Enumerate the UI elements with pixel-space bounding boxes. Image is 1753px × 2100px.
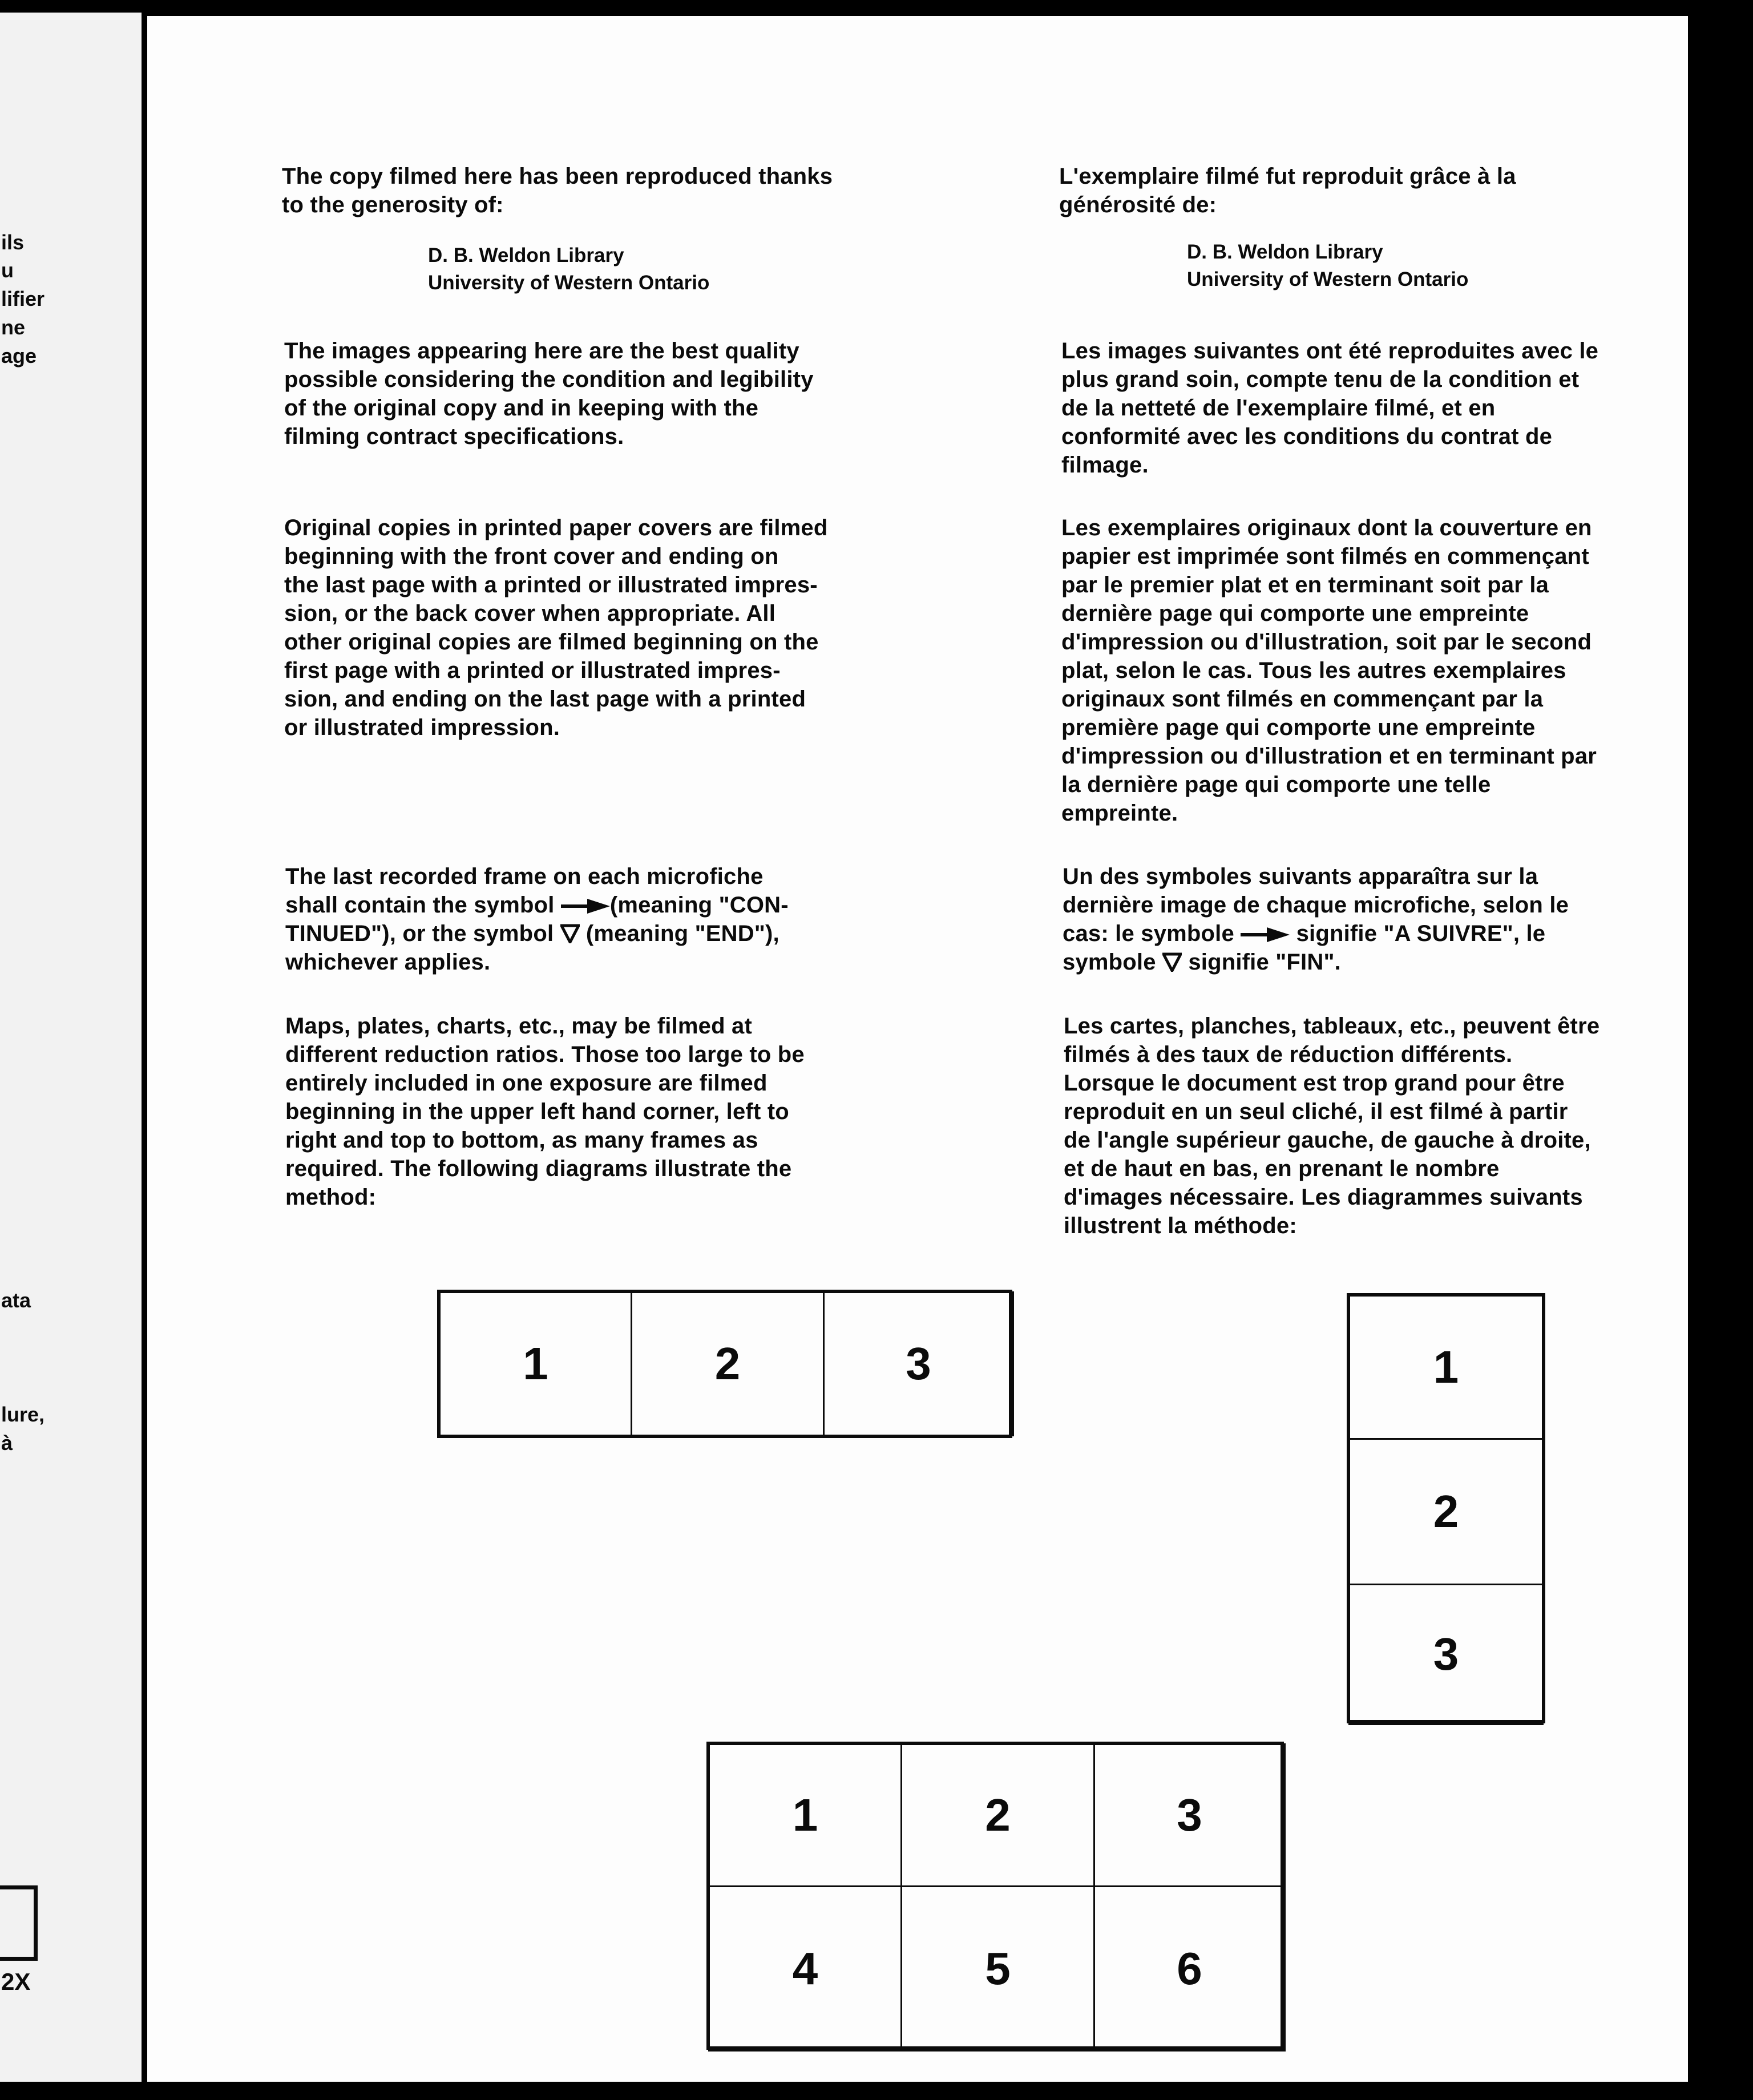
english-originals-note: Original copies in printed paper covers are filmed beginning with the front cover and ending on the last page with a printed or illustrated impres- sion, or the back cover when appropriate. All other original copies are filmed beginning on the first page with a printed or illustrated impres- sion, and ending on the last page with a printed or illustrated impression. bbox=[284, 515, 828, 740]
frame-cell: 1 bbox=[1348, 1295, 1544, 1440]
symbols-text-part: (meaning "CON- TINUED"), or the symbol bbox=[285, 892, 789, 946]
frame-cell: 4 bbox=[708, 1885, 902, 2051]
frame-cell: 2 bbox=[1348, 1438, 1544, 1585]
grid-frame-diagram bbox=[706, 1742, 1284, 2050]
bottom-scan-border bbox=[0, 2082, 1753, 2100]
frame-cell: 1 bbox=[439, 1291, 632, 1436]
frame-cell: 6 bbox=[1093, 1885, 1286, 2051]
french-quality-note: Les images suivantes ont été reproduites avec le plus grand soin, compte tenu de la condition et de la netteté de l'exemplaire filmé, et en conformité avec les conditions du contrat de filmage. bbox=[1061, 338, 1599, 478]
english-library-name: D. B. Weldon Library University of Western Ontario bbox=[428, 244, 710, 294]
frame-cell: 2 bbox=[900, 1743, 1095, 1887]
cut-text-fragment: à bbox=[1, 1431, 13, 1455]
symbols-text-part: signifie "FIN". bbox=[1182, 950, 1341, 975]
previous-page-edge bbox=[0, 13, 142, 2082]
frame-cell: 3 bbox=[1348, 1584, 1544, 1725]
reduction-ratio-label: 2X bbox=[1, 1968, 31, 1995]
cut-text-fragment: ils bbox=[1, 231, 25, 254]
english-symbols-note bbox=[285, 862, 789, 976]
frame-cell: 2 bbox=[631, 1291, 825, 1436]
frame-cell: 3 bbox=[1093, 1743, 1286, 1887]
french-library-name: D. B. Weldon Library University of Western Ontario bbox=[1187, 241, 1469, 290]
frame-cell: 3 bbox=[823, 1291, 1014, 1436]
horizontal-frame-diagram bbox=[437, 1290, 1012, 1438]
english-acknowledgement: The copy filmed here has been reproduced thanks to the generosity of: bbox=[282, 164, 833, 217]
cut-text-fragment: age bbox=[1, 344, 37, 368]
top-scan-border bbox=[0, 0, 1753, 13]
symbols-text-part: signifie "A SUIVRE", le symbole bbox=[1063, 921, 1546, 975]
cut-text-fragment: ata bbox=[1, 1289, 31, 1312]
continued-arrow-icon bbox=[1241, 926, 1290, 943]
french-acknowledgement: L'exemplaire filmé fut reproduit grâce à la générosité de: bbox=[1059, 164, 1516, 217]
end-triangle-icon bbox=[1162, 952, 1182, 972]
french-maps-note: Les cartes, planches, tableaux, etc., peuvent être filmés à des taux de réduction différents. Lorsque le document est trop grand pour être reproduit en un seul cliché, il est filmé à partir de l'angle supérieur gauche, de gauche à droite, et de haut en bas, en prenant le nombre d'images nécessaire. Les diagrammes suivants illustrent la méthode: bbox=[1064, 1013, 1600, 1238]
cut-text-fragment: ne bbox=[1, 316, 26, 339]
cut-text-fragment: lifier bbox=[1, 287, 45, 310]
microfiche-target-page bbox=[147, 16, 1688, 2082]
english-quality-note: The images appearing here are the best quality possible considering the condition and legibility of the original copy and in keeping with the filming contract specifications. bbox=[284, 338, 814, 449]
french-originals-note: Les exemplaires originaux dont la couverture en papier est imprimée sont filmés en commençant par le premier plat et en terminant soit par la dernière page qui comporte une empreinte d'impression ou d'illustration, soit par le second plat, selon le cas. Tous les autres exemplaires originaux sont filmés en commençant par la première page qui comporte une empreinte d'impression ou d'illustration et en terminant par la dernière page qui comporte une telle empreinte. bbox=[1061, 515, 1597, 826]
vertical-frame-diagram bbox=[1347, 1293, 1545, 1723]
symbols-text-part: (meaning "END"), whichever applies. bbox=[285, 921, 779, 975]
end-triangle-icon bbox=[560, 924, 580, 943]
cut-text-fragment: u bbox=[1, 259, 14, 282]
frame-cell: 1 bbox=[708, 1743, 902, 1887]
cut-text-fragment: lure, bbox=[1, 1403, 45, 1426]
french-symbols-note bbox=[1063, 862, 1569, 976]
english-maps-note: Maps, plates, charts, etc., may be filmed at different reduction ratios. Those too large to be entirely included in one exposure are filmed beginning in the upper left hand corner, left to right and top to bottom, as many frames as required. The following diagrams illustrate the method: bbox=[285, 1013, 805, 1210]
frame-cell: 5 bbox=[900, 1885, 1095, 2051]
symbols-text-part: Un des symboles suivants apparaîtra sur la dernière image de chaque microfiche, selon le cas: le symbole bbox=[1063, 864, 1569, 946]
continued-arrow-icon bbox=[561, 898, 610, 915]
symbols-text-part: The last recorded frame on each microfiche shall contain the symbol bbox=[285, 864, 764, 918]
reduction-frame-box bbox=[0, 1885, 38, 1961]
